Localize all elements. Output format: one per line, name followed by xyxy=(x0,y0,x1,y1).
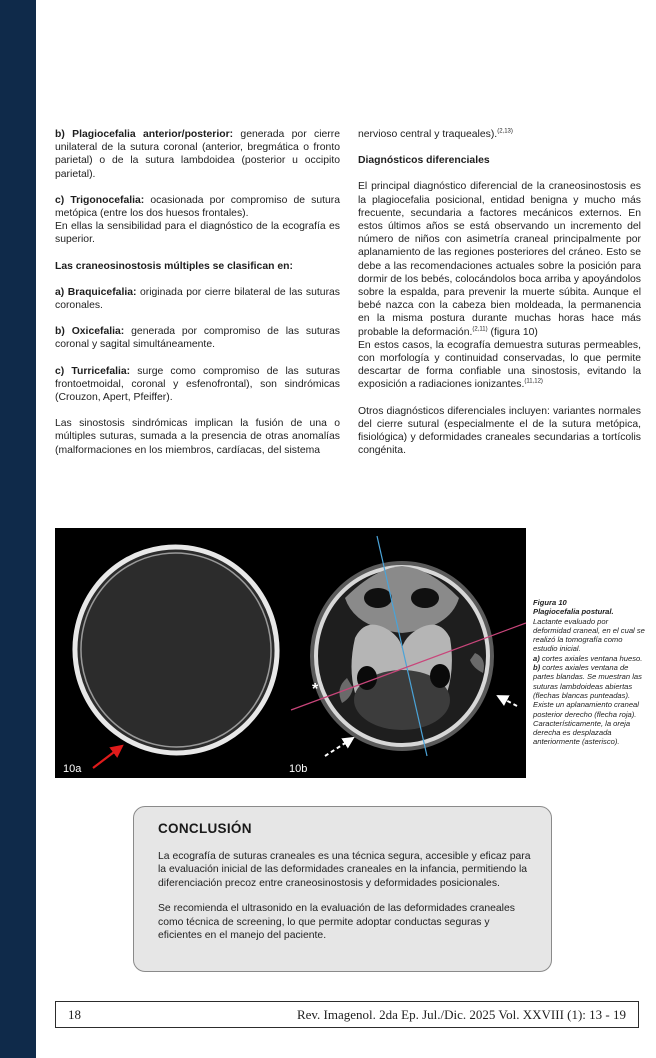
oxycephaly-text: generada por compromiso de las suturas coronal y sagital simultáneamente. xyxy=(55,326,340,351)
brachycephaly-paragraph xyxy=(55,286,340,312)
right-column xyxy=(358,128,641,470)
ct-figure xyxy=(55,528,526,778)
brachycephaly-text: originada por cierre bilateral de las suturas coronales. xyxy=(55,286,341,312)
figure-caption: Figura 10 Plagiocefalia postural. Lactante evaluado por deformidad craneal, en el cual se realizó la tomografía como estudio inicial. a) cortes axiales ventana hueso. b) cortes axiales ventana de partes blandas. Se muestran las suturas lambdoideas abiertas (flechas blancas punteadas). Existe un aplanamiento craneal posterior derecho (flecha roja). Característicamente, la oreja derecha es desplazada anteriormente (asterisco). xyxy=(533,598,648,747)
caption-intro: Lactante evaluado por deformidad craneal, en el cual se realizó la tomografía como estudio inicial. xyxy=(533,616,645,654)
caption-subtitle: Plagiocefalia postural. xyxy=(533,607,614,617)
syndromic-paragraph: Las sinostosis sindrómicas implican la fusión de una o múltiples suturas, sumada a la presencia de otras anomalías (malformaciones en los miembros, cardíacas, del sistema xyxy=(55,418,340,456)
plagiocephaly-paragraph xyxy=(55,128,340,181)
ct-images xyxy=(55,528,526,778)
section-heading: Diagnósticos diferenciales xyxy=(358,155,490,167)
citation-sup: (2,13) xyxy=(497,128,513,135)
page-side-band xyxy=(0,0,36,1058)
page-footer xyxy=(55,1001,639,1028)
white-dashed-arrow-right xyxy=(498,696,517,706)
oxycephaly-paragraph xyxy=(55,325,340,351)
conclusion-box xyxy=(133,806,552,972)
trigonocephaly-term: c) Trigonocefalia: xyxy=(55,194,145,206)
label-10b: 10b xyxy=(289,763,308,775)
trigonocephaly-text: ocasionada por compromiso de sutura metópica (entre los dos huesos frontales). xyxy=(55,194,341,220)
other-diagnoses-paragraph: Otros diagnósticos diferenciales incluyen: variantes normales del cierre sutural (especialmente el de la sutura metópica, fisiológica) y deformidades craneales secundarias a tortícolis congénita. xyxy=(358,405,641,457)
differential-paragraph: El principal diagnóstico diferencial de la craneosinostosis es la plagiocefalia posicional, entidad benigna y mucho más frecuente, secundaria a factores mecánicos externos. En estos últimos años se está observando un incremento del número de niños con asimetría craneal principalmente por aplanamiento de las regiones posteriores del cráneo. Esto se debe a las recomendaciones actuales sobre la posición para dormir de los bebés, colocándolos boca arriba y apoyándolos sobre la espalda, para prevenir la muerte súbita. Aunque el bebé nazca con la cabeza bien moldeada, la permanencia en la misma postura durante muchas horas hace más probable la deformación.$^{(2,11)}$ (figura 10) xyxy=(358,181,641,338)
turricephaly-paragraph xyxy=(55,365,340,405)
conclusion-paragraph-2: Se recomienda el ultrasonido en la evaluación de las deformidades craneales como técnica de screening, lo que permite adoptar conductas seguras y eficientes en el manejo del paciente. xyxy=(158,903,515,942)
asterisk-marker: * xyxy=(312,681,319,698)
panel-b-skull xyxy=(310,561,494,751)
caption-title: Figura 10 xyxy=(533,598,567,607)
panel-a-skull xyxy=(62,534,291,766)
citation-sup: (2,11) xyxy=(472,326,488,333)
continuation-paragraph: nervioso central y traqueales).$^{(2,13)}$ xyxy=(358,128,513,140)
plagiocephaly-term: b) Plagiocefalia anterior/posterior: xyxy=(55,129,234,140)
conclusion-paragraph-1: La ecografía de suturas craneales es una técnica segura, accesible y eficaz para la evaluación inicial de las deformidades craneales en la infancia, permitiendo la diferenciación precoz entre craneosinostosis y deformidades posicionales. xyxy=(158,851,531,889)
trigonocephaly-paragraph xyxy=(55,194,340,220)
citation-sup: (11,12) xyxy=(524,378,543,385)
sensitivity-paragraph: En ellas la sensibilidad para el diagnóstico de la ecografía es superior. xyxy=(55,221,340,246)
journal-citation: Rev. Imagenol. 2da Ep. Jul./Dic. 2025 Vol. XXVIII (1): 13 - 19 xyxy=(296,1007,626,1022)
turricephaly-term: c) Turricefalia: xyxy=(55,365,131,377)
page-number: 18 xyxy=(68,1007,81,1022)
ultrasound-paragraph: En estos casos, la ecografía demuestra suturas permeables, con morfología y continuidad conservadas, lo que permite descartar de forma confiable una sinostosis, evitando la exposición a radiaciones ionizantes.$^{(11,12)}$ xyxy=(358,339,641,391)
white-dashed-arrow-left xyxy=(325,738,353,756)
turricephaly-text: surge como compromiso de las suturas frontoetmoidal, coronal y esfenofrontal), son sindrómicas (Crouzon, Apert, Pfeiffer). xyxy=(55,365,340,404)
brachycephaly-term: a) Braquicefalia: xyxy=(55,286,137,298)
label-10a: 10a xyxy=(63,763,82,775)
multiple-heading: Las craneosinostosis múltiples se clasifican en: xyxy=(55,260,293,272)
plagiocephaly-text: generada por cierre unilateral de la sutura coronal (anterior, bregmática o fronto parietal) o de la sutura lambdoidea (posterior u occipito parietal). xyxy=(55,129,340,180)
oxycephaly-term: b) Oxicefalia: xyxy=(55,326,125,338)
red-arrow xyxy=(93,746,122,768)
left-column xyxy=(55,128,340,470)
conclusion-title: CONCLUSIÓN xyxy=(158,821,252,836)
